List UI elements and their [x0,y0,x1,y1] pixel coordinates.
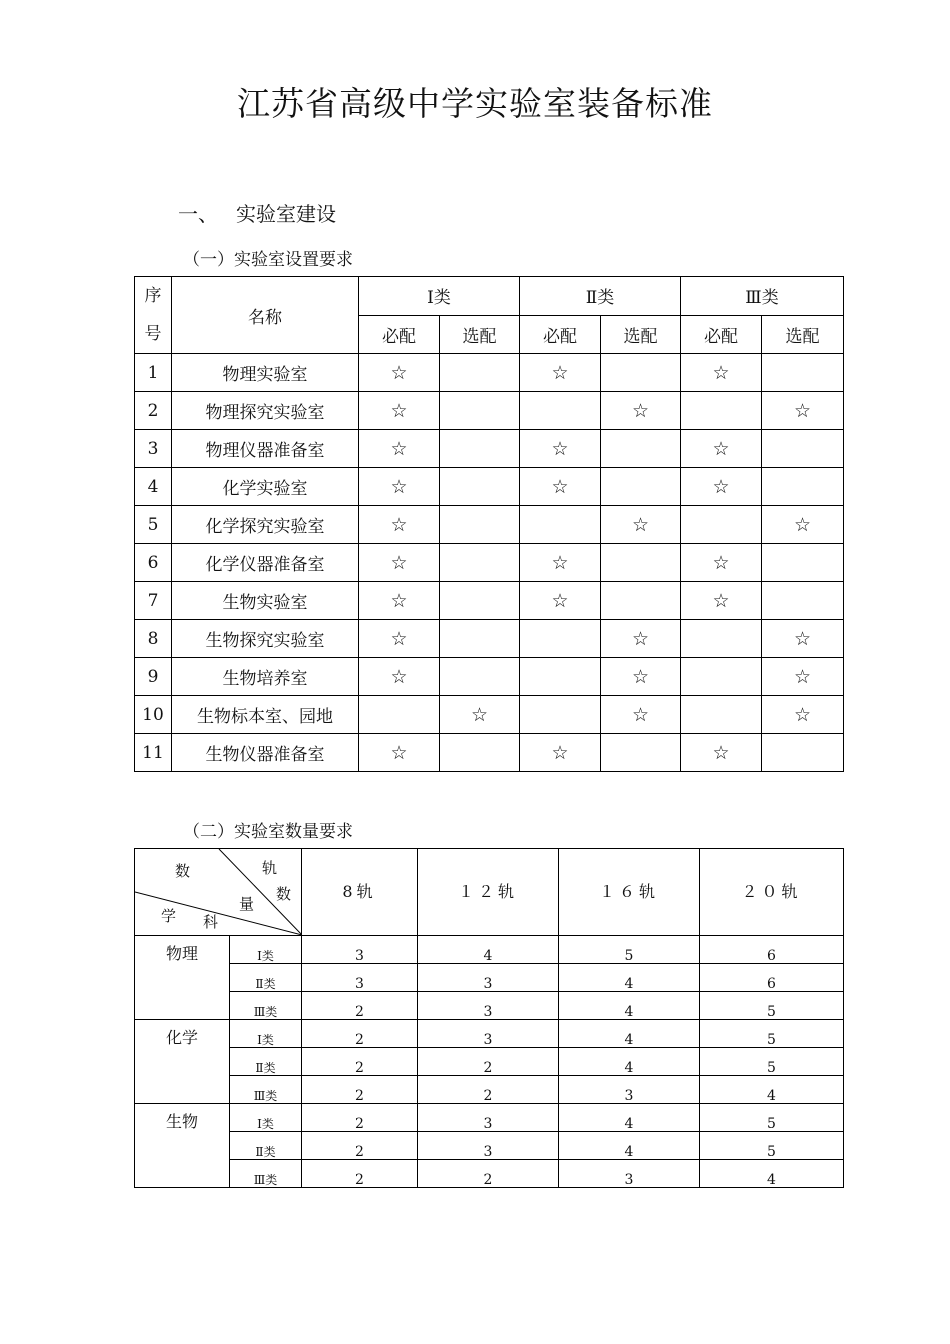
table-row [135,544,844,582]
star-icon: ☆ [551,589,569,612]
table-row [135,354,844,392]
mark-cell [359,468,440,506]
star-icon: ☆ [551,741,569,764]
row-number: 6 [135,544,172,582]
subject-cell: 生物 [135,1104,230,1188]
col-header-8: 8轨 [302,849,418,936]
mark-cell [681,468,762,506]
seq-header-top: 序 [144,286,162,306]
page-title: 江苏省高级中学实验室装备标准 [237,84,713,123]
class-cell: Ⅲ类 [230,1076,302,1104]
mark-cell [762,392,844,430]
star-icon: ☆ [390,551,408,574]
mark-cell [601,620,681,658]
count-cell: 6 [700,936,844,964]
table-row [135,582,844,620]
count-cell: 4 [700,1160,844,1188]
table-row [135,1020,844,1048]
class-cell: Ⅲ类 [230,1160,302,1188]
mark-cell [440,506,520,544]
optional-header: 选配 [440,315,520,354]
subsection-heading-1: （一）实验室设置要求 [183,250,353,270]
count-cell: 5 [700,1132,844,1160]
table-row [135,936,844,964]
mark-cell [681,506,762,544]
col-header-16: １６轨 [559,849,700,936]
class-cell: Ⅰ类 [230,1104,302,1132]
star-icon: ☆ [390,665,408,688]
mark-cell [520,620,601,658]
mark-cell [601,506,681,544]
mark-cell [520,658,601,696]
star-icon: ☆ [712,551,730,574]
mark-cell [762,696,844,734]
count-cell: 2 [302,1104,418,1132]
mark-cell [359,734,440,772]
count-cell: 2 [418,1048,559,1076]
count-cell: 2 [302,1048,418,1076]
diag-label-liang: 量 [239,895,255,913]
star-icon: ☆ [712,475,730,498]
table-row [135,468,844,506]
subject-cell: 化学 [135,1020,230,1104]
lab-count-table [134,848,844,1188]
mark-cell [601,354,681,392]
star-icon: ☆ [390,399,408,422]
subject-cell: 物理 [135,936,230,1020]
lab-name: 生物标本室、园地 [172,696,359,734]
count-cell: 3 [418,964,559,992]
diag-label-gui: 轨 [262,859,278,877]
mark-cell [359,430,440,468]
mark-cell [359,392,440,430]
count-cell: 3 [302,964,418,992]
table-row [135,506,844,544]
mark-cell [601,392,681,430]
star-icon: ☆ [631,399,650,422]
count-cell: 3 [302,936,418,964]
diag-label-xue: 学 [161,907,177,925]
section-heading [178,198,336,227]
lab-name: 化学探究实验室 [172,506,359,544]
mark-cell [520,506,601,544]
count-cell: 5 [700,1104,844,1132]
star-icon: ☆ [712,361,730,384]
mark-cell [440,582,520,620]
count-cell: 4 [559,1104,700,1132]
mark-cell [359,544,440,582]
row-number: 10 [135,696,172,734]
count-cell: 4 [559,1132,700,1160]
seq-header [135,277,172,354]
table-row [135,1160,844,1188]
mark-cell [681,696,762,734]
lab-name: 物理仪器准备室 [172,430,359,468]
count-cell: 3 [418,1132,559,1160]
mark-cell [601,468,681,506]
mark-cell [601,582,681,620]
star-icon: ☆ [390,589,408,612]
required-header: 必配 [681,315,762,354]
mark-cell [440,354,520,392]
section-label: 实验室建设 [236,202,336,226]
count-cell: 4 [418,936,559,964]
mark-cell [762,430,844,468]
mark-cell [520,354,601,392]
mark-cell [440,696,520,734]
count-cell: 2 [302,1160,418,1188]
table-row [135,658,844,696]
mark-cell [681,392,762,430]
mark-cell [762,544,844,582]
row-number: 8 [135,620,172,658]
count-cell: 2 [418,1076,559,1104]
count-cell: 5 [700,1020,844,1048]
star-icon: ☆ [551,437,569,460]
table-row [135,964,844,992]
star-icon: ☆ [551,361,569,384]
star-icon: ☆ [551,551,569,574]
row-number: 5 [135,506,172,544]
mark-cell [762,620,844,658]
count-cell: 2 [418,1160,559,1188]
table-row [135,392,844,430]
star-icon: ☆ [793,703,812,726]
mark-cell [681,582,762,620]
lab-name: 生物培养室 [172,658,359,696]
count-cell: 6 [700,964,844,992]
row-number: 3 [135,430,172,468]
mark-cell [601,734,681,772]
count-cell: 4 [559,1048,700,1076]
group-header-1: Ⅰ类 [359,277,520,316]
lab-name: 物理实验室 [172,354,359,392]
lab-name: 化学仪器准备室 [172,544,359,582]
required-header: 必配 [359,315,440,354]
star-icon: ☆ [390,361,408,384]
class-cell: Ⅱ类 [230,964,302,992]
mark-cell [440,544,520,582]
mark-cell [681,430,762,468]
diag-label-ke: 科 [203,913,219,931]
class-cell: Ⅱ类 [230,1048,302,1076]
count-cell: 3 [418,1104,559,1132]
required-header: 必配 [520,315,601,354]
star-icon: ☆ [551,475,569,498]
count-cell: 4 [559,992,700,1020]
count-cell: 5 [700,1048,844,1076]
mark-cell [520,544,601,582]
star-icon: ☆ [712,437,730,460]
mark-cell [440,468,520,506]
star-icon: ☆ [712,589,730,612]
mark-cell [359,354,440,392]
col-header-20: ２０轨 [700,849,844,936]
mark-cell [601,544,681,582]
mark-cell [520,582,601,620]
class-cell: Ⅱ类 [230,1132,302,1160]
star-icon: ☆ [390,741,408,764]
table-row [135,696,844,734]
star-icon: ☆ [793,665,812,688]
row-number: 11 [135,734,172,772]
mark-cell [762,582,844,620]
col-header-12: １２轨 [418,849,559,936]
group-header-3: Ⅲ类 [681,277,844,316]
row-number: 7 [135,582,172,620]
count-cell: 2 [302,1132,418,1160]
star-icon: ☆ [390,627,408,650]
mark-cell [440,658,520,696]
name-header: 名称 [172,277,359,354]
diag-label-shu: 数 [175,862,191,880]
mark-cell [762,468,844,506]
mark-cell [681,544,762,582]
count-cell: 4 [559,1020,700,1048]
count-cell: 2 [302,1076,418,1104]
section-number: 一、 [178,202,218,226]
star-icon: ☆ [793,513,812,536]
mark-cell [359,658,440,696]
star-icon: ☆ [793,399,812,422]
seq-header-bottom: 号 [144,324,162,344]
star-icon: ☆ [390,437,408,460]
count-cell: 2 [302,1020,418,1048]
star-icon: ☆ [631,703,650,726]
lab-name: 生物探究实验室 [172,620,359,658]
mark-cell [681,658,762,696]
diagonal-header [135,849,302,936]
count-cell: 5 [559,936,700,964]
count-cell: 5 [700,992,844,1020]
count-cell: 4 [559,964,700,992]
mark-cell [762,734,844,772]
group-header-2: Ⅱ类 [520,277,681,316]
mark-cell [520,696,601,734]
mark-cell [681,620,762,658]
table-row [135,1076,844,1104]
class-cell: Ⅰ类 [230,1020,302,1048]
mark-cell [520,468,601,506]
class-cell: Ⅲ类 [230,992,302,1020]
star-icon: ☆ [470,703,489,726]
star-icon: ☆ [631,627,650,650]
star-icon: ☆ [793,627,812,650]
star-icon: ☆ [712,741,730,764]
mark-cell [359,620,440,658]
mark-cell [440,734,520,772]
table-row [135,430,844,468]
table-row [135,1048,844,1076]
count-cell: 3 [559,1160,700,1188]
lab-name: 化学实验室 [172,468,359,506]
mark-cell [681,354,762,392]
optional-header: 选配 [601,315,681,354]
count-cell: 3 [418,1020,559,1048]
mark-cell [440,430,520,468]
mark-cell [520,430,601,468]
table-row [135,1104,844,1132]
star-icon: ☆ [631,513,650,536]
mark-cell [601,658,681,696]
star-icon: ☆ [390,475,408,498]
mark-cell [520,392,601,430]
row-number: 4 [135,468,172,506]
lab-name: 物理探究实验室 [172,392,359,430]
mark-cell [440,392,520,430]
subsection-heading-2: （二）实验室数量要求 [183,822,353,842]
mark-cell [520,734,601,772]
star-icon: ☆ [390,513,408,536]
row-number: 9 [135,658,172,696]
mark-cell [601,696,681,734]
row-number: 2 [135,392,172,430]
table-row [135,620,844,658]
count-cell: 3 [418,992,559,1020]
count-cell: 2 [302,992,418,1020]
mark-cell [359,506,440,544]
mark-cell [762,506,844,544]
mark-cell [681,734,762,772]
mark-cell [762,658,844,696]
diag-label-shu-2: 数 [276,885,292,903]
table-row [135,734,844,772]
table-row [135,992,844,1020]
lab-name: 生物仪器准备室 [172,734,359,772]
optional-header: 选配 [762,315,844,354]
class-cell: Ⅰ类 [230,936,302,964]
table-row [135,1132,844,1160]
count-cell: 3 [559,1076,700,1104]
count-cell: 4 [700,1076,844,1104]
mark-cell [359,696,440,734]
lab-name: 生物实验室 [172,582,359,620]
mark-cell [440,620,520,658]
row-number: 1 [135,354,172,392]
mark-cell [601,430,681,468]
mark-cell [359,582,440,620]
lab-setup-table [134,276,844,772]
mark-cell [762,354,844,392]
star-icon: ☆ [631,665,650,688]
